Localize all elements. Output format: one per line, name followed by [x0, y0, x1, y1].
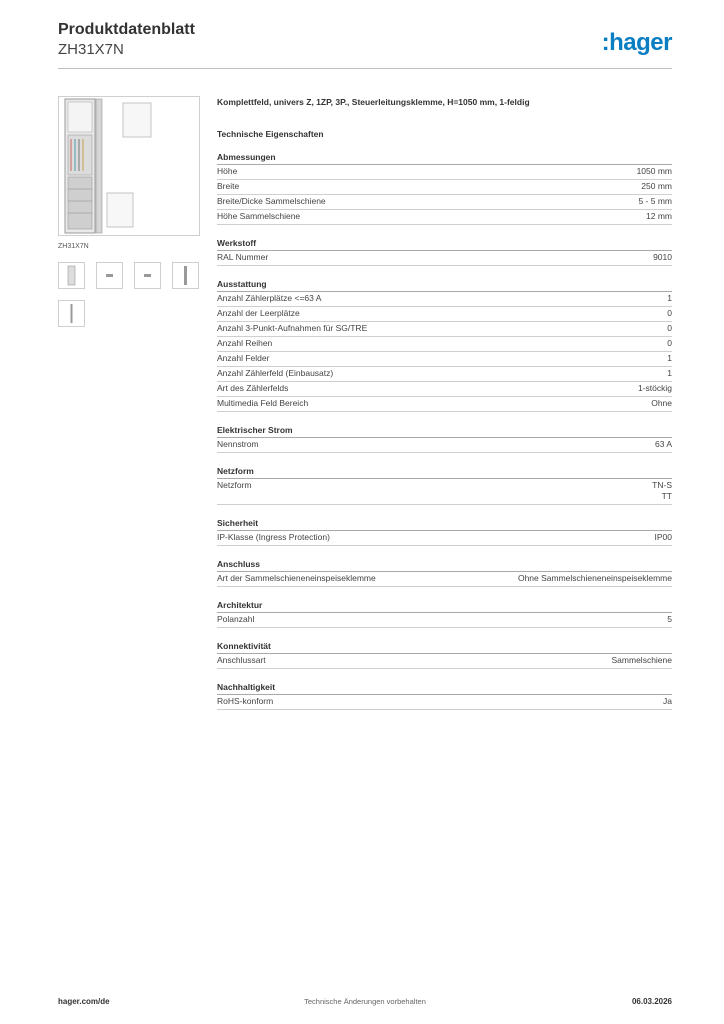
property-label: Anschlussart — [217, 655, 266, 665]
property-value-line: TT — [661, 491, 672, 501]
section-netzform — [217, 465, 672, 505]
footer-website-link[interactable]: hager.com/de — [58, 997, 110, 1006]
property-label: RAL Nummer — [217, 252, 269, 262]
thumbnail-1[interactable] — [58, 262, 85, 289]
section-title: Netzform — [217, 466, 254, 476]
property-value: 250 mm — [641, 181, 672, 191]
property-label: Art des Zählerfelds — [217, 383, 289, 393]
property-value: Ohne Sammelschieneneinspeiseklemme — [517, 573, 672, 583]
property-value: 1050 mm — [636, 166, 672, 176]
property-value: 5 - 5 mm — [638, 196, 672, 206]
property-value: IP00 — [654, 532, 672, 542]
property-value: 0 — [667, 308, 672, 318]
product-image[interactable] — [58, 96, 200, 236]
property-value: Sammelschiene — [611, 655, 672, 665]
section-title: Abmessungen — [217, 152, 276, 162]
thumbnail-2[interactable] — [96, 262, 123, 289]
property-value: 0 — [667, 338, 672, 348]
section-abmessungen — [217, 151, 672, 225]
footer-date: 06.03.2026 — [631, 997, 672, 1006]
hager-logo: :hager — [601, 29, 672, 56]
property-row — [217, 307, 672, 322]
property-value: 1 — [667, 293, 672, 303]
property-label: Art der Sammelschieneneinspeiseklemme — [217, 573, 376, 583]
property-label: RoHS-konform — [217, 696, 274, 706]
thumbnail-4[interactable] — [172, 262, 199, 289]
property-row — [217, 479, 672, 505]
footer-disclaimer: Technische Änderungen vorbehalten — [304, 997, 426, 1006]
property-value: 1-stöckig — [637, 383, 672, 393]
section-werkstoff — [217, 237, 672, 266]
section-title: Werkstoff — [217, 238, 257, 248]
section-konnektivitaet — [217, 640, 672, 669]
thumbnail-3[interactable] — [134, 262, 161, 289]
header-divider — [58, 68, 672, 69]
property-label: Anzahl Felder — [217, 353, 270, 363]
property-row — [217, 438, 672, 453]
property-label: Anzahl Reihen — [217, 338, 273, 348]
property-value: Ohne — [651, 398, 672, 408]
section-nachhaltigkeit — [217, 681, 672, 710]
property-value: 0 — [667, 323, 672, 333]
property-row — [217, 251, 672, 266]
property-label: Anzahl Zählerplätze <=63 A — [217, 293, 322, 303]
property-label: Anzahl der Leerplätze — [217, 308, 300, 318]
property-label: Polanzahl — [217, 614, 255, 624]
property-row — [217, 382, 672, 397]
page-header — [58, 21, 672, 69]
property-label: Nennstrom — [217, 439, 259, 449]
section-anschluss — [217, 558, 672, 587]
section-elektrischer-strom — [217, 424, 672, 453]
thumbnail-5[interactable] — [58, 300, 85, 327]
property-label: Multimedia Feld Bereich — [217, 398, 309, 408]
section-architektur — [217, 599, 672, 628]
property-row — [217, 195, 672, 210]
section-title: Architektur — [217, 600, 263, 610]
property-row — [217, 654, 672, 669]
property-value: 9010 — [653, 252, 672, 262]
property-row — [217, 695, 672, 710]
property-label: IP-Klasse (Ingress Protection) — [217, 532, 330, 542]
property-row — [217, 397, 672, 412]
property-value: 63 A — [654, 439, 672, 449]
property-row — [217, 531, 672, 546]
property-label: Breite/Dicke Sammelschiene — [217, 196, 326, 206]
section-title: Sicherheit — [217, 518, 259, 528]
property-row — [217, 180, 672, 195]
property-label: Breite — [217, 181, 240, 191]
property-label: Höhe Sammelschiene — [217, 211, 301, 221]
section-title: Konnektivität — [217, 641, 271, 651]
section-title: Anschluss — [217, 559, 260, 569]
property-value: 12 mm — [646, 211, 672, 221]
product-code: ZH31X7N — [58, 41, 124, 58]
property-row — [217, 292, 672, 307]
property-value — [652, 480, 672, 502]
property-row — [217, 322, 672, 337]
property-label: Anzahl 3-Punkt-Aufnahmen für SG/TRE — [217, 323, 368, 333]
page-footer — [58, 997, 672, 1009]
technical-data — [217, 97, 672, 722]
property-row — [217, 165, 672, 180]
section-title: Elektrischer Strom — [217, 425, 293, 435]
technical-properties-title: Technische Eigenschaften — [217, 129, 324, 139]
property-value: 5 — [667, 614, 672, 624]
property-value: 1 — [667, 368, 672, 378]
section-title: Ausstattung — [217, 279, 267, 289]
property-value: 1 — [667, 353, 672, 363]
product-description: Komplettfeld, univers Z, 1ZP, 3P., Steuerleitungsklemme, H=1050 mm, 1-feldig — [217, 97, 530, 107]
property-label: Anzahl Zählerfeld (Einbausatz) — [217, 368, 334, 378]
section-ausstattung — [217, 278, 672, 412]
property-value: Ja — [663, 696, 672, 706]
section-sicherheit — [217, 517, 672, 546]
property-label: Höhe — [217, 166, 238, 176]
property-label: Netzform — [217, 480, 252, 490]
property-row — [217, 367, 672, 382]
document-title: Produktdatenblatt — [58, 21, 195, 38]
image-caption: ZH31X7N — [58, 243, 89, 250]
property-row — [217, 572, 672, 587]
property-value-line: TN-S — [652, 480, 672, 490]
property-row — [217, 210, 672, 225]
section-title: Nachhaltigkeit — [217, 682, 276, 692]
property-row — [217, 352, 672, 367]
property-row — [217, 613, 672, 628]
property-row — [217, 337, 672, 352]
